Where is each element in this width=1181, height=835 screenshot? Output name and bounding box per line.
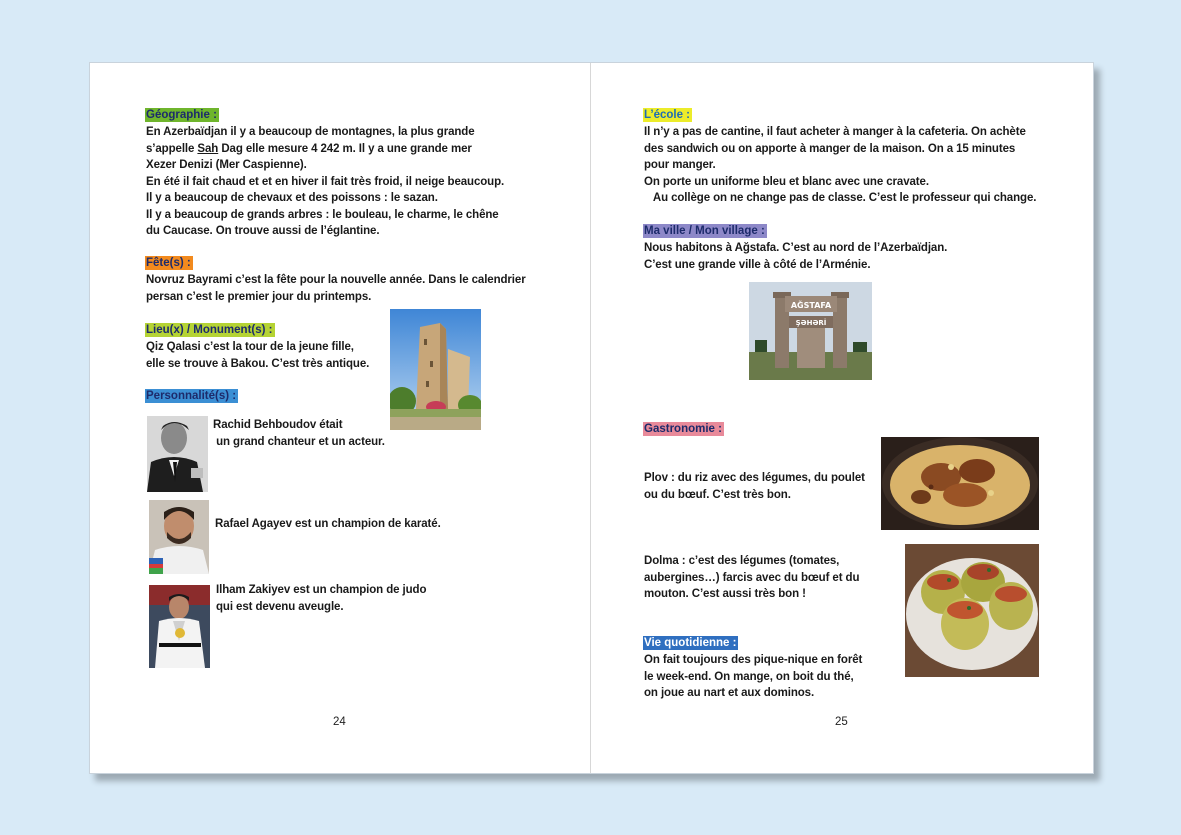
text-line: on joue au nart et aux dominos. <box>644 687 815 699</box>
dolma-text <box>644 553 859 603</box>
text-line: pour manger. <box>644 159 716 171</box>
person-2-text <box>215 516 441 533</box>
vie-text <box>644 652 862 702</box>
text-line: des sandwich ou on apporte à manger de la maison. On a 15 minutes <box>644 142 1016 155</box>
sign-text-bottom: ŞƏHƏRİ <box>795 319 827 327</box>
text-line: aubergines…) farcis avec du bœuf et du <box>644 571 860 584</box>
text-line: Au collège on ne change pas de classe. C’est le professeur qui change. <box>644 192 1037 204</box>
ecole-text <box>644 124 1036 207</box>
heading-personnalites: Personnalité(s) : <box>146 390 237 402</box>
text-line: Novruz Bayrami c’est la fête pour la nouvelle année. Dans le calendrier <box>146 274 526 286</box>
page-24 <box>90 63 590 773</box>
plov-photo <box>881 437 1039 530</box>
text-line: Il y a beaucoup de grands arbres : le bouleau, le charme, le chêne <box>146 208 499 221</box>
text-line: Nous habitons à Ağstafa. C’est au nord de l’Azerbaïdjan. <box>644 242 948 254</box>
portrait-ilham-zakiyev <box>149 585 210 668</box>
plov-text <box>644 470 865 503</box>
text-line: du Caucase. On trouve aussi de l’églantine. <box>146 225 380 237</box>
text-line: Plov : du riz avec des légumes, du poulet <box>644 472 865 484</box>
heading-gastronomie: Gastronomie : <box>644 423 722 435</box>
page-number: 24 <box>333 716 346 728</box>
heading-ville: Ma ville / Mon village : <box>644 225 765 237</box>
heading-ecole: L’école : <box>644 109 691 121</box>
text-line: On porte un uniforme bleu et blanc avec une cravate. <box>644 175 929 188</box>
fetes-text <box>146 272 526 305</box>
portrait-rachid-behboudov <box>147 416 208 492</box>
geographie-text <box>146 124 504 240</box>
text-line: le week-end. On mange, on boit du thé, <box>644 670 854 683</box>
person-1-text <box>213 417 385 450</box>
booklet-spread <box>89 62 1094 774</box>
text-line: Qiz Qalasi c’est la tour de la jeune fille, <box>146 341 354 353</box>
text-line: persan c’est le premier jour du printemps. <box>146 290 372 303</box>
dolma-photo <box>905 544 1039 677</box>
person-3-text <box>216 582 426 615</box>
text-line: C’est une grande ville à côté de l’Arménie. <box>644 258 871 271</box>
page-number: 25 <box>835 716 848 728</box>
heading-lieux: Lieu(x) / Monument(s) : <box>146 324 273 336</box>
text-line: un grand chanteur et un acteur. <box>213 435 385 448</box>
heading-vie-quotidienne: Vie quotidienne : <box>644 637 737 649</box>
maiden-tower-photo <box>390 309 481 430</box>
text-line: Il y a beaucoup de chevaux et des poissons : le sazan. <box>146 192 438 204</box>
portrait-rafael-agayev <box>149 500 209 574</box>
text-line: qui est devenu aveugle. <box>216 600 344 613</box>
text-line: s’appelle Sah Dag elle mesure 4 242 m. Il y a une grande mer <box>146 142 472 155</box>
lieux-text <box>146 339 369 372</box>
heading-fetes: Fête(s) : <box>146 257 191 269</box>
text-line: Dolma : c’est des légumes (tomates, <box>644 555 840 567</box>
text-line: elle se trouve à Bakou. C’est très antique. <box>146 357 370 370</box>
text-line: Il n’y a pas de cantine, il faut acheter à manger à la cafeteria. On achète <box>644 126 1026 138</box>
text-line: ou du bœuf. C’est très bon. <box>644 488 791 501</box>
text-line: Ilham Zakiyev est un champion de judo <box>216 584 427 596</box>
page-25 <box>591 63 1091 773</box>
text-line: En Azerbaïdjan il y a beaucoup de montagnes, la plus grande <box>146 126 475 138</box>
heading-geographie: Géographie : <box>146 109 217 121</box>
sign-text-top: AĞSTAFA <box>790 301 832 310</box>
text-line: On fait toujours des pique-nique en forêt <box>644 654 863 666</box>
agstafa-sign-photo <box>749 282 872 380</box>
text-line: mouton. C’est aussi très bon ! <box>644 588 806 600</box>
text-line: En été il fait chaud et et en hiver il fait très froid, il neige beaucoup. <box>146 175 505 188</box>
text-line: Xezer Denizi (Mer Caspienne). <box>146 159 307 171</box>
ville-text <box>644 240 947 273</box>
text-line: Rafael Agayev est un champion de karaté. <box>215 518 441 530</box>
text-line: Rachid Behboudov était <box>213 419 343 431</box>
